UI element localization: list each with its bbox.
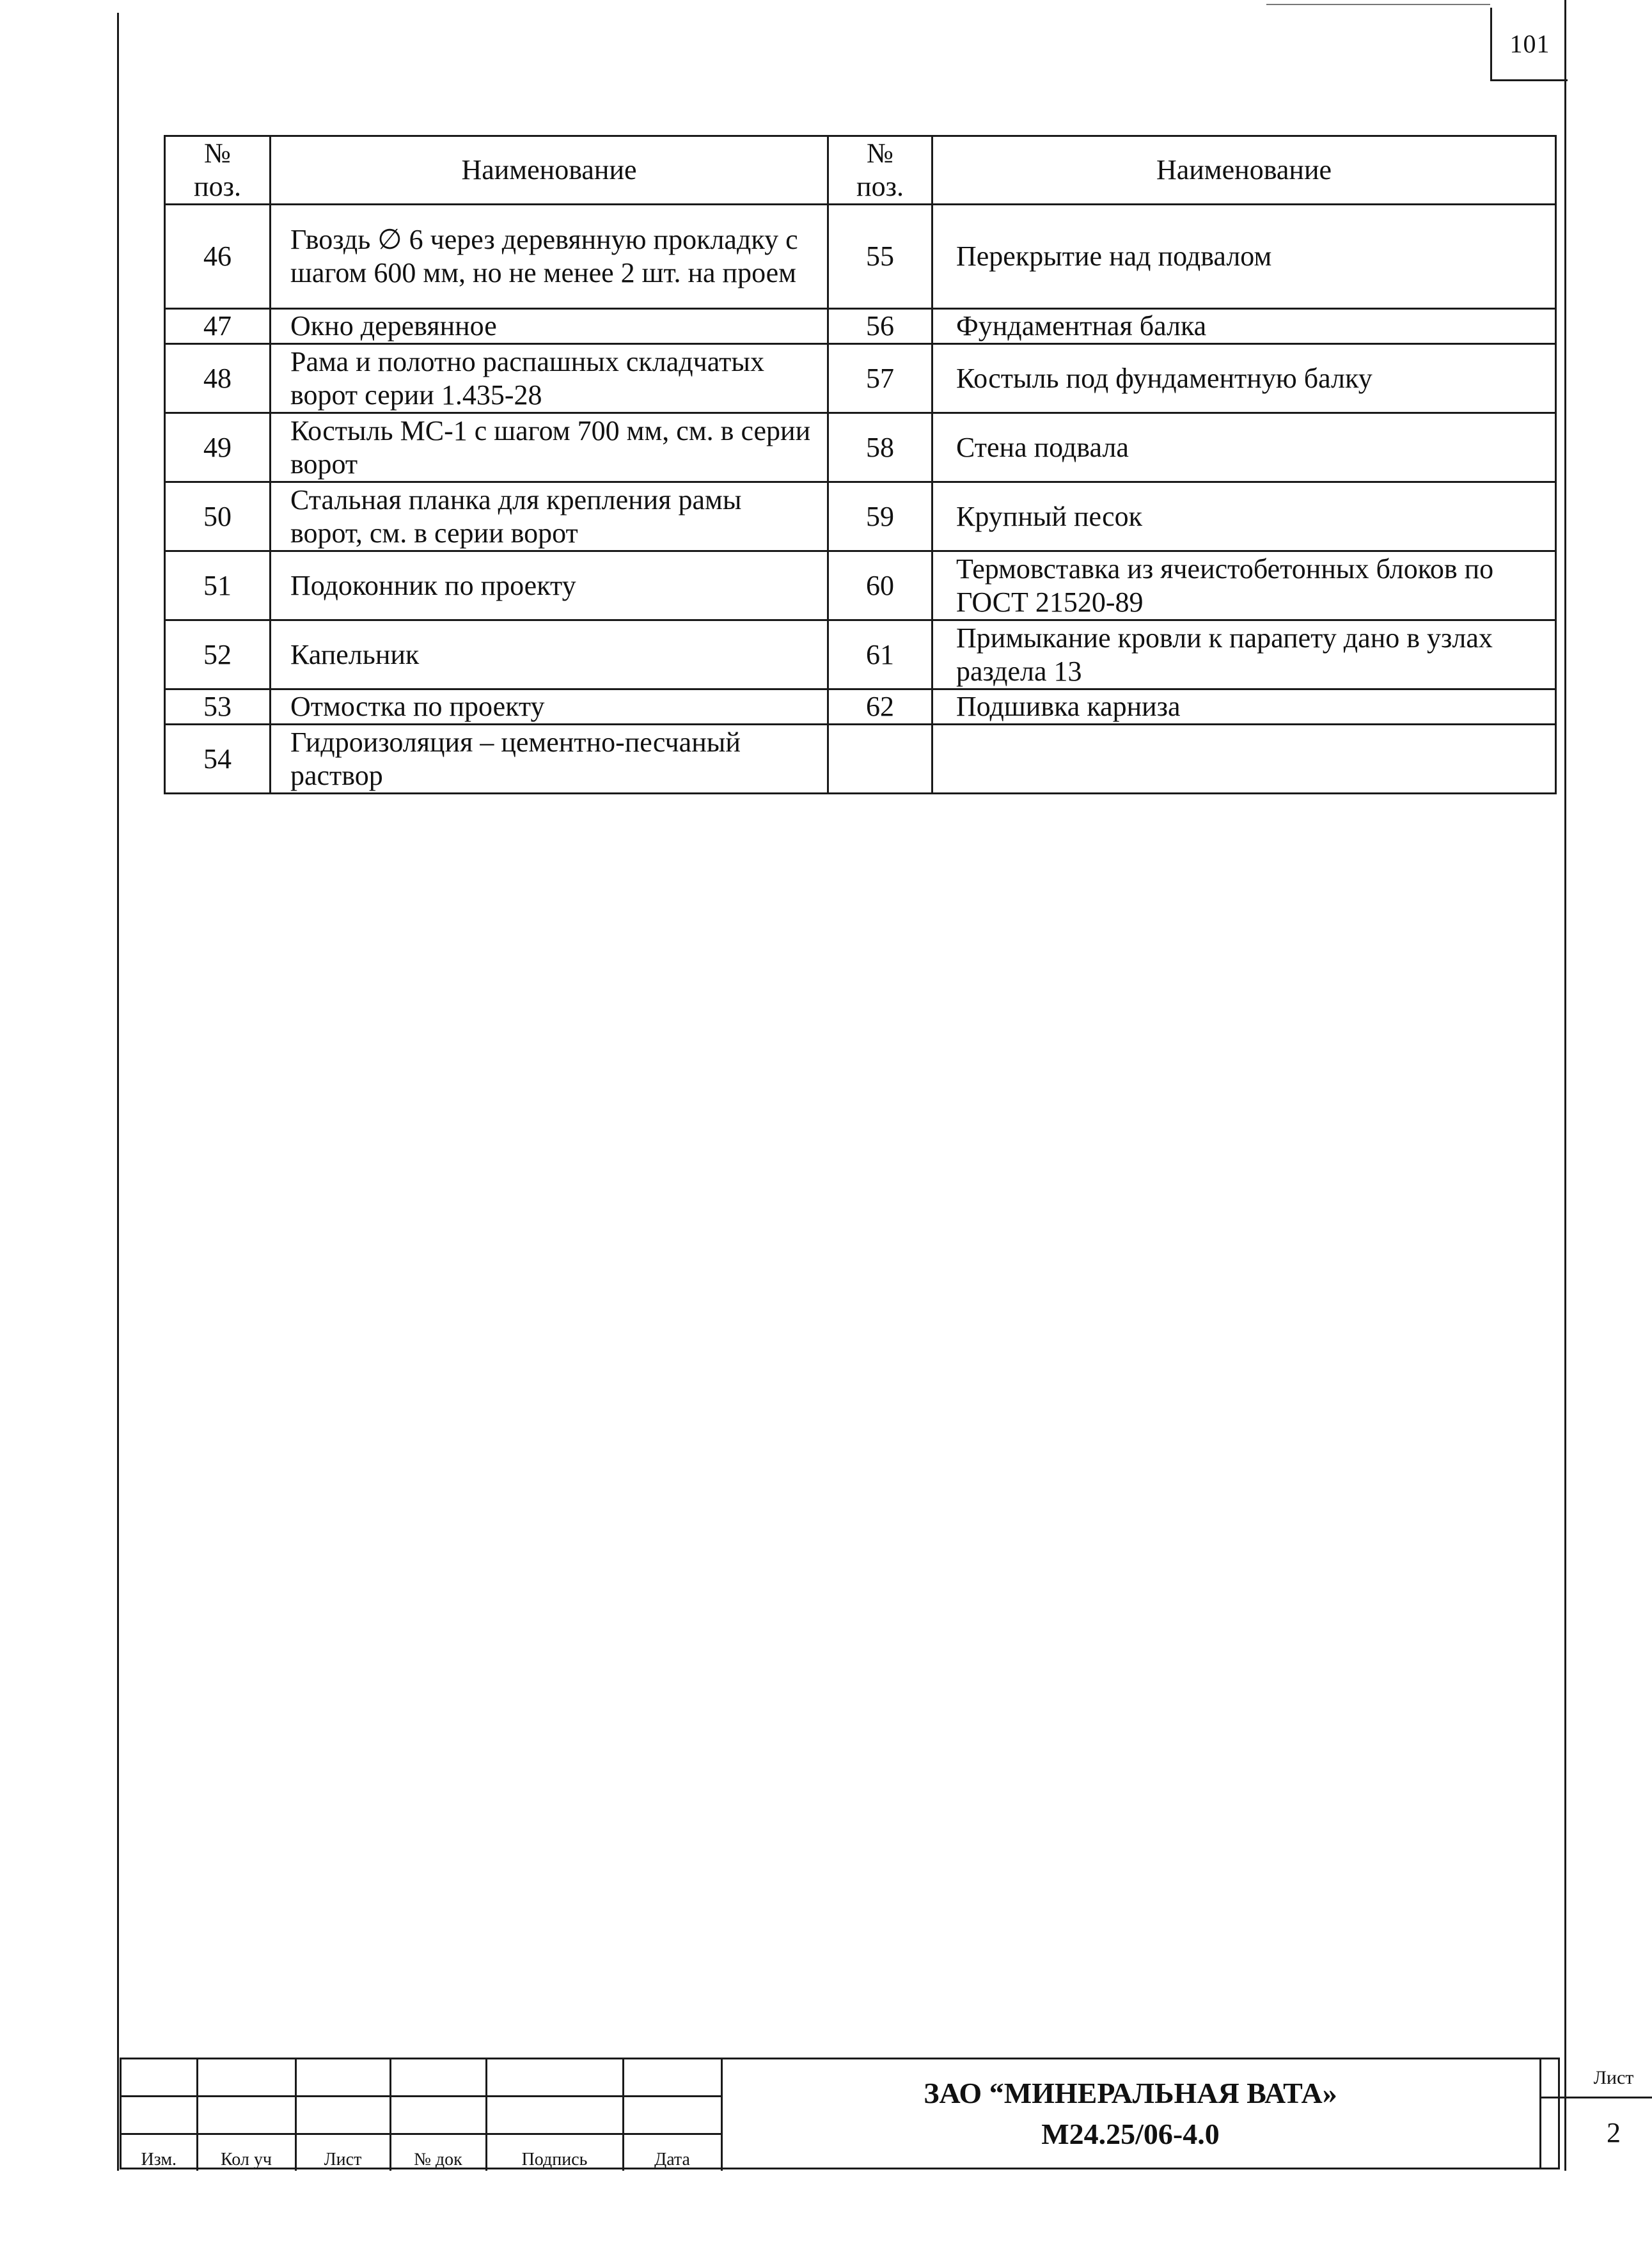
position-name [932,725,1556,794]
position-name: Перекрытие над подвалом [932,205,1556,309]
position-name: Гвоздь ∅ 6 через деревянную прокладку с шагом 600 мм, но не менее 2 шт. на проем [271,205,828,309]
position-number: 61 [828,620,932,689]
position-name: Подоконник по проекту [271,551,828,620]
position-name: Капельник [271,620,828,689]
position-number: 55 [828,205,932,309]
position-number: 54 [165,725,271,794]
position-number: 50 [165,482,271,551]
organization-name: ЗАО “МИНЕРАЛЬНАЯ ВАТА» [924,2076,1337,2109]
position-name: Термовставка из ячеистобетонных блоков по ГОСТ 21520-89 [932,551,1556,620]
header-num-right: № поз. [828,136,932,205]
specification-table [164,135,1557,794]
position-name: Костыль под фундаментную балку [932,344,1556,413]
position-name: Гидроизоляция – цементно-песчаный раствор [271,725,828,794]
table-row [165,689,1556,725]
label-sheet: Лист [295,2134,390,2171]
position-name: Костыль МС-1 с шагом 700 мм, см. в серии ворот [271,413,828,482]
revision-row [122,2097,721,2134]
table-row [165,725,1556,794]
position-name: Стальная планка для крепления рамы ворот, см. в серии ворот [271,482,828,551]
position-number: 49 [165,413,271,482]
title-block-main [721,2059,1539,2168]
table-row [165,551,1556,620]
position-name: Примыкание кровли к парапету дано в узлах раздела 13 [932,620,1556,689]
table-header-row [165,136,1556,205]
position-number: 60 [828,551,932,620]
position-number: 48 [165,344,271,413]
label-doc-number: № док [390,2134,486,2171]
position-number: 56 [828,309,932,344]
revision-row [122,2059,721,2097]
label-signature: Подпись [486,2134,623,2171]
header-name-right: Наименование [932,136,1556,205]
position-name: Отмостка по проекту [271,689,828,725]
position-name: Крупный песок [932,482,1556,551]
position-name: Подшивка карниза [932,689,1556,725]
position-number: 46 [165,205,271,309]
label-change: Изм. [122,2134,197,2171]
revision-labels-row [122,2134,721,2171]
table-row [165,309,1556,344]
frame-left-line [117,13,119,2171]
position-number: 51 [165,551,271,620]
page-number: 101 [1490,8,1568,81]
position-number: 52 [165,620,271,689]
header-num-left: № поз. [165,136,271,205]
position-name: Окно деревянное [271,309,828,344]
position-number: 57 [828,344,932,413]
frame-right-line [1564,0,1566,2171]
header-name-left: Наименование [271,136,828,205]
label-quantity: Кол уч [197,2134,295,2171]
position-number: 58 [828,413,932,482]
position-number [828,725,932,794]
label-date: Дата [623,2134,721,2171]
document-code: М24.25/06-4.0 [1041,2117,1220,2150]
title-block [120,2058,1634,2169]
table-row [165,344,1556,413]
position-name: Фундаментная балка [932,309,1556,344]
revision-grid [122,2059,723,2171]
sheet-number: 2 [1607,2117,1621,2148]
table-row [165,413,1556,482]
table-row [165,482,1556,551]
position-number: 53 [165,689,271,725]
position-number: 62 [828,689,932,725]
position-number: 47 [165,309,271,344]
position-name: Рама и полотно распашных складчатых ворот серии 1.435-28 [271,344,828,413]
sheet-cell [1539,2059,1652,2168]
table-row [165,205,1556,309]
table-row [165,620,1556,689]
sheet-label: Лист [1541,2059,1652,2098]
position-number: 59 [828,482,932,551]
position-name: Стена подвала [932,413,1556,482]
frame-top-mark [1266,4,1490,5]
